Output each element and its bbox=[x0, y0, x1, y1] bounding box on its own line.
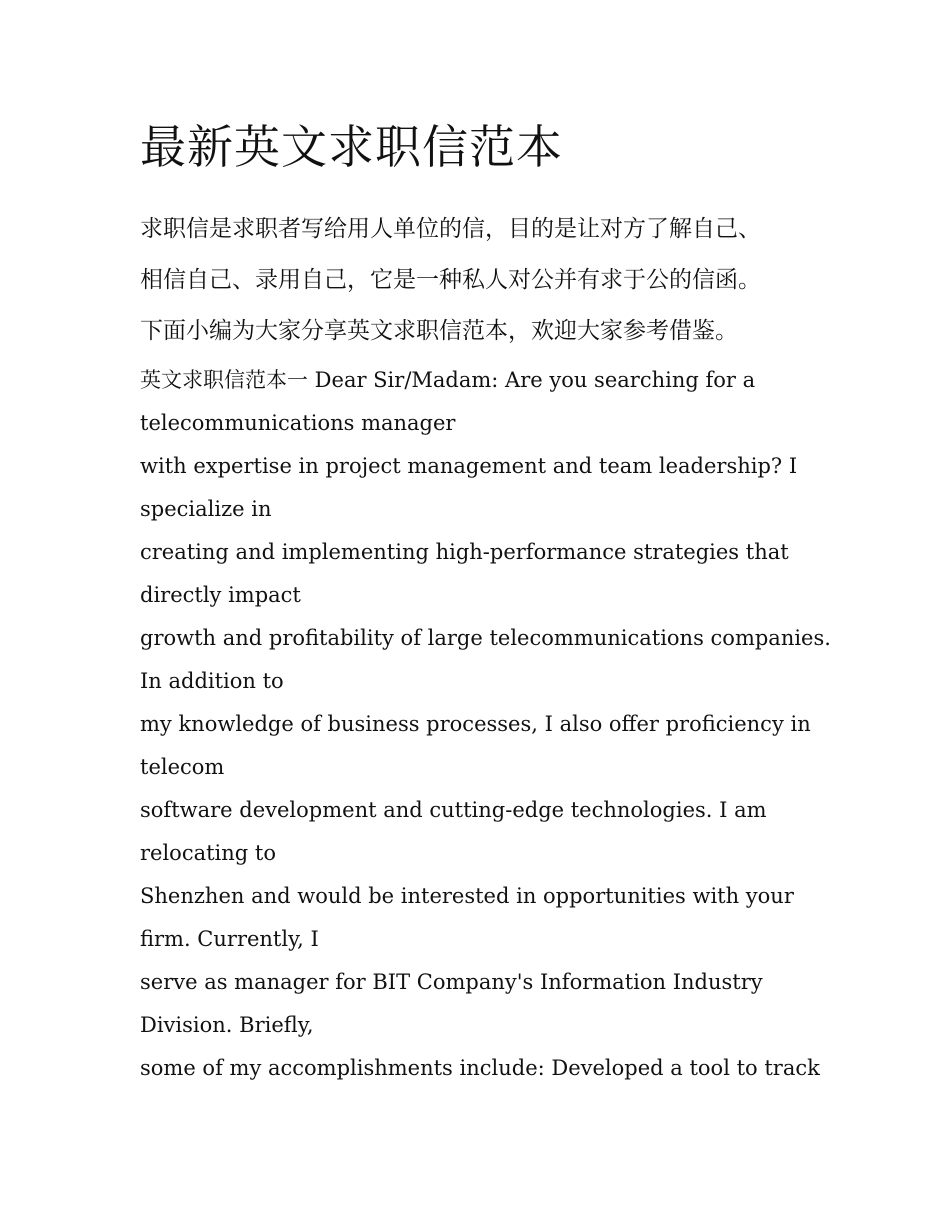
intro-line: 求职信是求职者写给用人单位的信，目的是让对方了解自己、 bbox=[140, 216, 761, 242]
body-line: telecom bbox=[140, 755, 225, 779]
body-line: specialize in bbox=[140, 497, 272, 521]
letter-body bbox=[140, 359, 831, 1090]
body-line: with expertise in project management and team leadership? I bbox=[140, 454, 798, 478]
body-line: directly impact bbox=[140, 583, 301, 607]
intro-paragraph bbox=[140, 204, 810, 357]
body-line: serve as manager for BIT Company's Information Industry bbox=[140, 970, 763, 994]
body-line: telecommunications manager bbox=[140, 411, 456, 435]
document-page bbox=[140, 118, 831, 1090]
body-line: relocating to bbox=[140, 841, 276, 865]
body-line: creating and implementing high-performance strategies that bbox=[140, 540, 789, 564]
body-line: software development and cutting-edge technologies. I am bbox=[140, 798, 767, 822]
body-line: Division. Briefly, bbox=[140, 1013, 314, 1037]
body-line: firm. Currently, I bbox=[140, 927, 319, 951]
body-line: growth and profitability of large telecommunications companies. bbox=[140, 626, 831, 650]
body-line: In addition to bbox=[140, 669, 284, 693]
body-line: some of my accomplishments include: Developed a tool to track bbox=[140, 1056, 820, 1080]
body-line: Shenzhen and would be interested in opportunities with your bbox=[140, 884, 794, 908]
body-line: 英文求职信范本一 Dear Sir/Madam: Are you searching for a bbox=[140, 368, 756, 392]
document-title: 最新英文求职信范本 bbox=[140, 120, 563, 174]
intro-line: 下面小编为大家分享英文求职信范本，欢迎大家参考借鉴。 bbox=[140, 318, 738, 344]
body-line: my knowledge of business processes, I also offer proficiency in bbox=[140, 712, 811, 736]
intro-line: 相信自己、录用自己，它是一种私人对公并有求于公的信函。 bbox=[140, 267, 761, 293]
